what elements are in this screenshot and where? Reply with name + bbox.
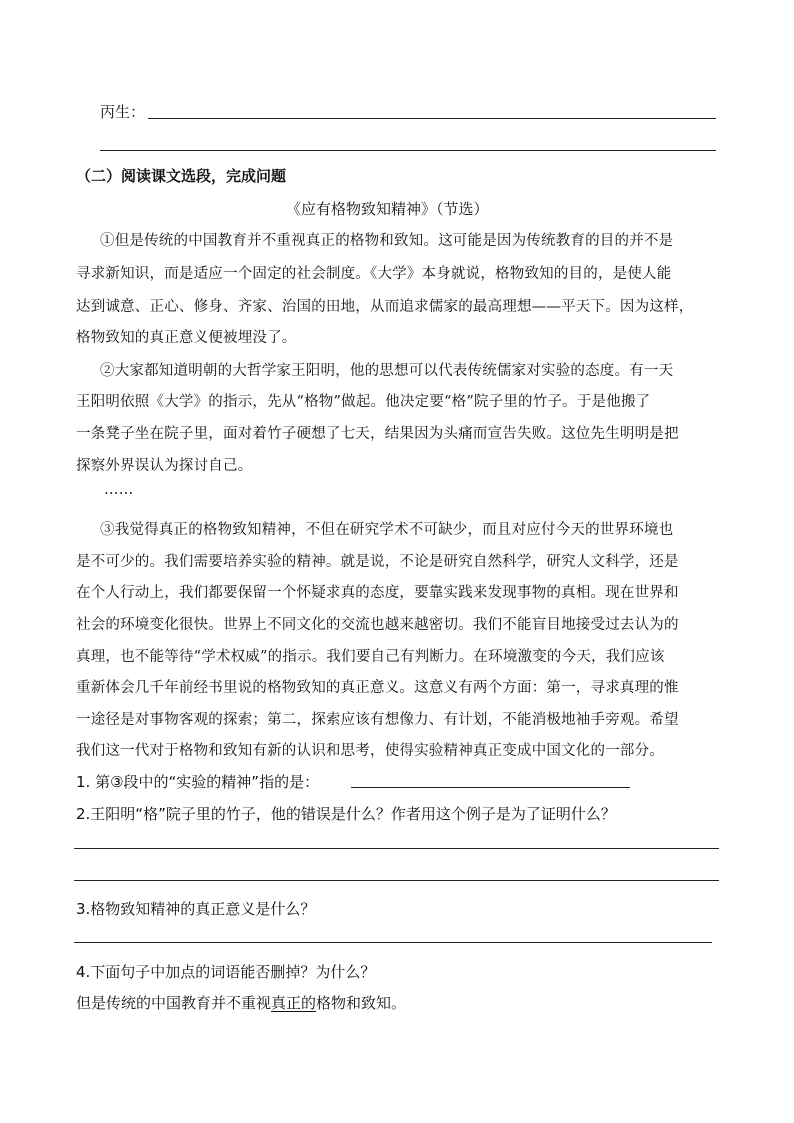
question-1: 1. 第③段中的“实验的精神”指的是： (76, 773, 320, 791)
passage-line: 一条凳子坐在院子里，面对着竹子硬想了七天，结果因为头痛而宣告失败。这位先生明明是把 (76, 426, 679, 442)
answer-line[interactable] (74, 848, 719, 849)
answer-line[interactable] (74, 880, 719, 881)
passage-line: 探察外界误认为探讨自己。 (76, 458, 253, 474)
passage-title: 《应有格物致知精神》（节选） (286, 200, 489, 218)
answer-line[interactable] (100, 150, 716, 151)
passage-line: 重新体会几千年前经书里说的格物致知的真正意义。这意义有两个方面：第一，寻求真理的惟 (76, 680, 679, 696)
question-2: 2.王阳明“格”院子里的竹子，他的错误是什么？作者用这个例子是为了证明什么？ (76, 805, 616, 823)
question-4: 4.下面句子中加点的词语能否删掉？为什么？ (76, 963, 376, 981)
passage-line: 在个人行动上，我们都要保留一个怀疑求真的态度，要靠实践来发现事物的真相。现在世界和 (76, 585, 679, 601)
passage-line: 达到诚意、正心、修身、齐家、治国的田地，从而追求儒家的最高理想——平天下。因为这样， (76, 299, 694, 315)
answer-line[interactable] (351, 787, 630, 788)
answer-line[interactable] (74, 942, 712, 943)
passage-line: ②大家都知道明朝的大哲学家王阳明，他的思想可以代表传统儒家对实验的态度。有一天 (100, 363, 674, 379)
passage-line: 是不可少的。我们需要培养实验的精神。就是说，不论是研究自然科学，研究人文科学，还是 (76, 554, 679, 570)
sentence-text: 但是传统的中国教育并不重视 (76, 994, 272, 1012)
answer-label-bingsheng: 丙生： (100, 103, 146, 121)
passage-line: 社会的环境变化很快。世界上不同文化的交流也越来越密切。我们不能盲目地接受过去认为的 (76, 617, 679, 633)
question-4-sentence (76, 992, 406, 1013)
passage-line: ③我觉得真正的格物致知精神，不但在研究学术不可缺少，而且对应付今天的世界环境也 (100, 522, 674, 538)
passage-line: 真理，也不能等待“学术权威”的指示。我们要自己有判断力。在环境激变的今天，我们应该 (76, 649, 665, 665)
section-heading: （二）阅读课文选段，完成问题 (76, 167, 287, 185)
answer-line[interactable] (148, 118, 716, 119)
passage-line: 王阳明依照《大学》的指示，先从“格物”做起。他决定要“格”院子里的竹子。于是他搬了 (76, 394, 651, 410)
marked-words: 真正的 (271, 994, 317, 1012)
question-3: 3.格物致知精神的真正意义是什么？ (76, 900, 316, 918)
passage-line: 寻求新知识，而是适应一个固定的社会制度。《大学》本身就说，格物致知的目的，是使人能 (76, 266, 672, 282)
passage-line: 我们这一代对于格物和致知有新的认识和思考，使得实验精神真正变成中国文化的一部分。 (76, 743, 664, 759)
sentence-text: 格物和致知。 (316, 994, 407, 1012)
passage-line: 格物致知的真正意义便被埋没了。 (76, 330, 297, 346)
passage-line: 一途径是对事物客观的探索；第二，探索应该有想像力、有计划，不能消极地袖手旁观。希望 (76, 712, 679, 728)
passage-line: ①但是传统的中国教育并不重视真正的格物和致知。这可能是因为传统教育的目的并不是 (100, 233, 674, 249)
ellipsis: …… (104, 482, 134, 498)
